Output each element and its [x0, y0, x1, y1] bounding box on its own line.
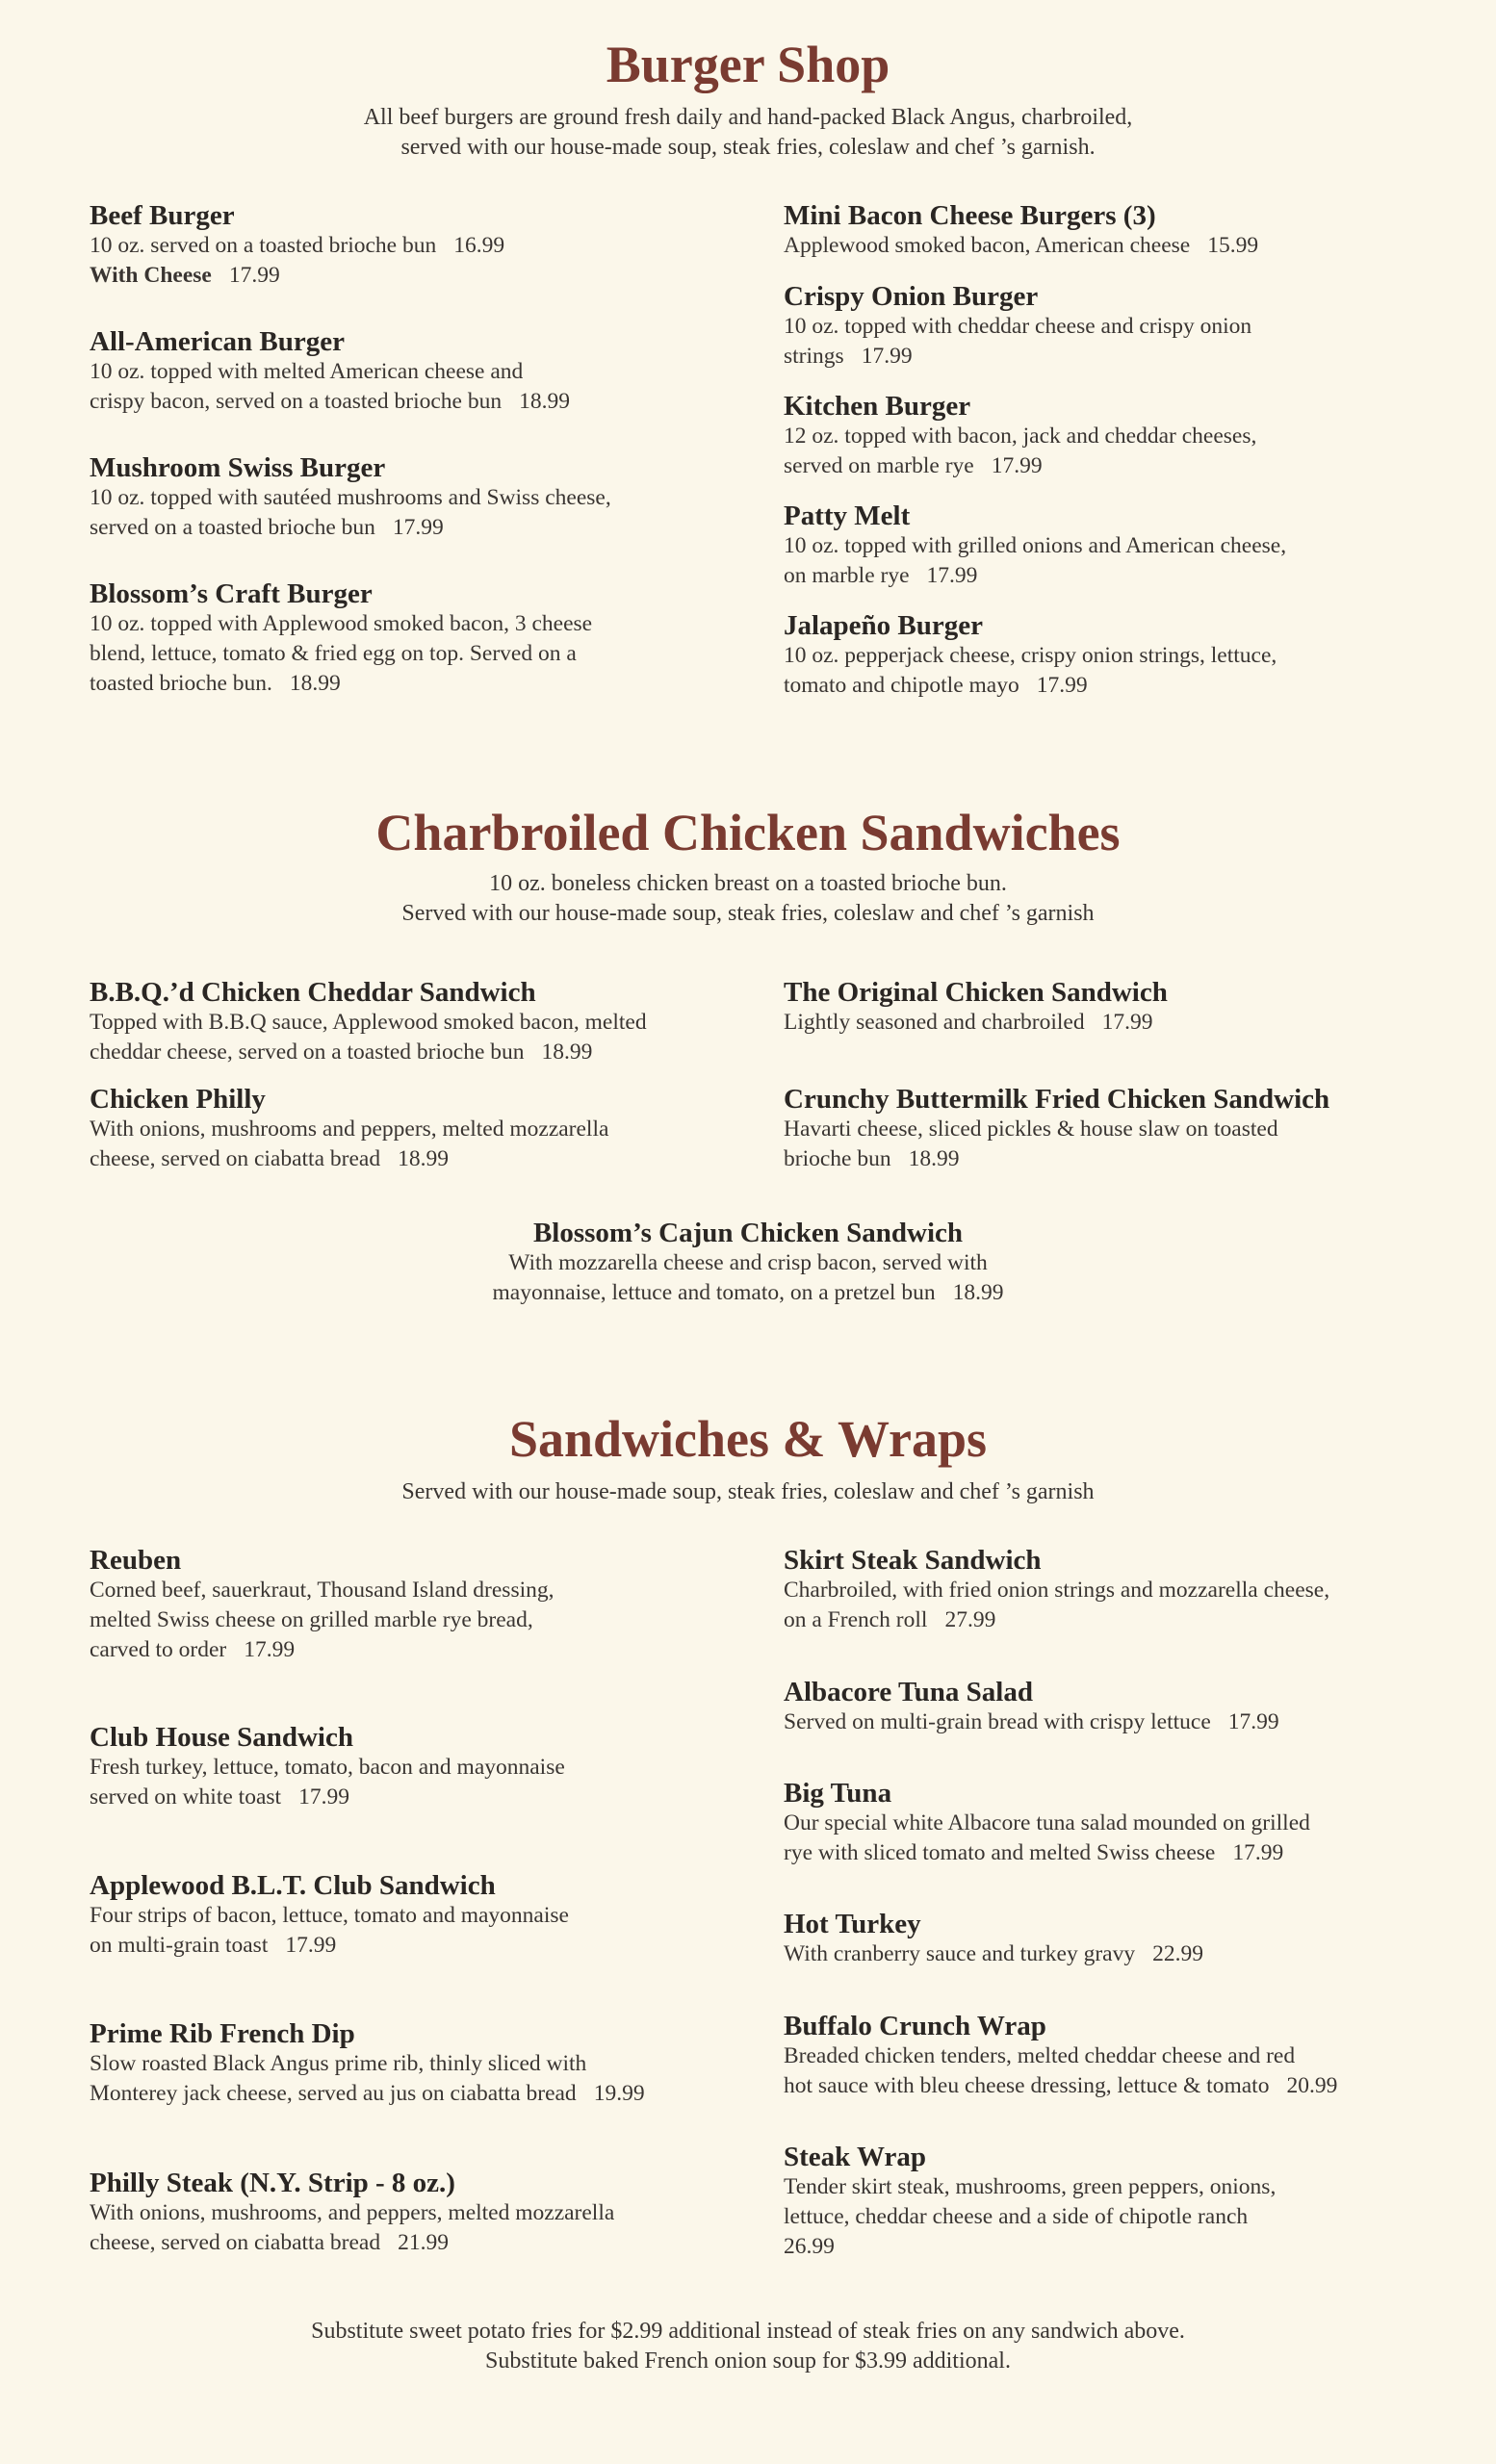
item-price: 17.99 [392, 515, 444, 540]
menu-item [784, 281, 1438, 372]
item-price: 17.99 [1101, 1010, 1153, 1035]
item-desc: Corned beef, sauerkraut, Thousand Island dressing, melted Swiss cheese on grilled marble rye bread, carved to order 17.99 [90, 1578, 555, 1662]
item-name: B.B.Q.’d Chicken Cheddar Sandwich [90, 977, 536, 1008]
chicken-section [0, 805, 1496, 929]
sandwiches-section-title: Sandwiches & Wraps [508, 1410, 988, 1468]
item-name: Prime Rib French Dip [90, 2018, 355, 2049]
item-name: Patty Melt [784, 500, 911, 531]
item-extra [90, 261, 744, 291]
menu-item [90, 977, 744, 1067]
item-desc: Our special white Albacore tuna salad mounded on grilled rye with sliced tomato and melted Swiss cheese 17.99 [784, 1810, 1310, 1865]
item-price: 17.99 [926, 563, 978, 588]
menu-item [784, 2011, 1467, 2101]
menu-item [90, 578, 744, 699]
item-name: Buffalo Crunch Wrap [784, 2011, 1046, 2041]
item-price: 17.99 [1232, 1840, 1284, 1865]
item-name: Jalapeño Burger [784, 610, 984, 641]
menu-item [784, 1778, 1467, 1868]
item-desc: 10 oz. topped with sautéed mushrooms and Swiss cheese, served on a toasted brioche bun 17.99 [90, 485, 611, 540]
sandwiches-section [0, 1411, 1496, 1507]
menu-item [90, 1545, 744, 1665]
menu-item-centered [0, 1218, 1496, 1308]
item-desc: Applewood smoked bacon, American cheese 15.99 [784, 233, 1259, 258]
item-desc: With cranberry sauce and turkey gravy 22.99 [784, 1941, 1203, 1966]
item-desc: With onions, mushrooms and peppers, melted mozzarella cheese, served on ciabatta bread 18.99 [90, 1116, 609, 1171]
item-desc: With mozzarella cheese and crisp bacon, served with mayonnaise, lettuce and tomato, on a pretzel bun 18.99 [492, 1250, 1004, 1305]
item-desc: Served on multi-grain bread with crispy lettuce 17.99 [784, 1709, 1279, 1734]
item-price: 16.99 [453, 233, 505, 258]
item-price: 18.99 [289, 671, 341, 696]
item-desc: With onions, mushrooms, and peppers, melted mozzarella cheese, served on ciabatta bread 21.99 [90, 2200, 615, 2255]
item-name: Big Tuna [784, 1778, 892, 1809]
item-name: Mushroom Swiss Burger [90, 452, 386, 483]
item-name: Blossom’s Cajun Chicken Sandwich [532, 1218, 964, 1248]
item-name: Kitchen Burger [784, 391, 971, 422]
menu-item [784, 1545, 1467, 1635]
menu-item [90, 326, 744, 417]
menu-item [90, 1084, 744, 1174]
item-name: Hot Turkey [784, 1909, 921, 1939]
menu-item [90, 1722, 744, 1812]
item-price: 27.99 [944, 1607, 996, 1632]
extra-label: With Cheese [90, 263, 212, 288]
menu-item [90, 1870, 744, 1961]
item-name: Skirt Steak Sandwich [784, 1545, 1042, 1576]
item-price: 18.99 [398, 1146, 449, 1171]
item-price: 17.99 [1227, 1709, 1279, 1734]
item-price: 17.99 [285, 1933, 337, 1958]
item-price: 18.99 [541, 1040, 593, 1065]
item-price: 22.99 [1152, 1941, 1203, 1966]
item-desc: Slow roasted Black Angus prime rib, thinly sliced with Monterey jack cheese, served au jus on ciabatta bread 19.99 [90, 2051, 645, 2106]
footer-line-1: Substitute sweet potato fries for $2.99 additional instead of steak fries on any sandwich above. [311, 2319, 1185, 2344]
item-price: 17.99 [861, 344, 913, 369]
item-price: 15.99 [1207, 233, 1259, 258]
item-desc: Topped with B.B.Q sauce, Applewood smoked bacon, melted cheddar cheese, served on a toasted brioche bun 18.99 [90, 1010, 647, 1065]
menu-item [784, 610, 1438, 701]
item-name: Reuben [90, 1545, 182, 1576]
item-name: Philly Steak (N.Y. Strip - 8 oz.) [90, 2168, 455, 2198]
item-price: 17.99 [1036, 673, 1088, 698]
chicken-section-subtitle: 10 oz. boneless chicken breast on a toasted brioche bun. Served with our house-made soup, steak fries, coleslaw and chef ’s garnish [401, 871, 1095, 927]
item-price: 19.99 [593, 2081, 645, 2106]
menu-item [784, 1084, 1457, 1174]
item-name: Crispy Onion Burger [784, 281, 1039, 312]
item-desc: 10 oz. topped with grilled onions and American cheese, on marble rye 17.99 [784, 533, 1287, 588]
item-name: Albacore Tuna Salad [784, 1677, 1033, 1707]
item-desc: Four strips of bacon, lettuce, tomato and mayonnaise on multi-grain toast 17.99 [90, 1903, 569, 1958]
menu-item [784, 1909, 1467, 1969]
item-name: Chicken Philly [90, 1084, 266, 1115]
sandwiches-section-subtitle: Served with our house-made soup, steak fries, coleslaw and chef ’s garnish [401, 1479, 1095, 1505]
item-desc: Havarti cheese, sliced pickles & house slaw on toasted brioche bun 18.99 [784, 1116, 1278, 1171]
item-price: 26.99 [784, 2234, 835, 2259]
menu-item [90, 2168, 744, 2258]
item-name: Applewood B.L.T. Club Sandwich [90, 1870, 496, 1901]
item-desc: 10 oz. served on a toasted brioche bun 16.99 [90, 233, 505, 258]
menu-item [784, 200, 1438, 261]
item-desc: 10 oz. topped with Applewood smoked bacon, 3 cheese blend, lettuce, tomato & fried egg on top. Served on a toasted brioche bun. 18.99 [90, 611, 593, 696]
menu-item [90, 2018, 783, 2109]
footer-line-2: Substitute baked French onion soup for $3.99 additional. [485, 2348, 1011, 2374]
burger-section-title: Burger Shop [606, 36, 890, 93]
item-name: Club House Sandwich [90, 1722, 353, 1753]
item-desc: Lightly seasoned and charbroiled 17.99 [784, 1010, 1153, 1035]
item-desc: 10 oz. topped with cheddar cheese and crispy onion strings 17.99 [784, 314, 1252, 369]
item-price: 20.99 [1286, 2073, 1338, 2098]
item-desc: 10 oz. pepperjack cheese, crispy onion strings, lettuce, tomato and chipotle mayo 17.99 [784, 643, 1277, 698]
item-price: 17.99 [244, 1637, 296, 1662]
item-desc: 12 oz. topped with bacon, jack and cheddar cheeses, served on marble rye 17.99 [784, 424, 1257, 478]
item-name: Blossom’s Craft Burger [90, 578, 373, 609]
item-price: 18.99 [952, 1280, 1004, 1305]
item-name: Beef Burger [90, 200, 235, 231]
item-desc: Tender skirt steak, mushrooms, green peppers, onions, lettuce, cheddar cheese and a side of chipotle ranch 26.99 [784, 2174, 1277, 2259]
menu-item [90, 200, 744, 291]
item-desc: Breaded chicken tenders, melted cheddar cheese and red hot sauce with bleu cheese dressing, lettuce & tomato 20.99 [784, 2043, 1338, 2098]
menu-item [90, 452, 744, 543]
burger-section [0, 37, 1496, 163]
menu-item [784, 1677, 1467, 1737]
item-name: All-American Burger [90, 326, 345, 357]
burger-section-subtitle: All beef burgers are ground fresh daily and hand-packed Black Angus, charbroiled, served with our house-made soup, steak fries, coleslaw and chef ’s garnish. [363, 105, 1133, 161]
item-name: Crunchy Buttermilk Fried Chicken Sandwich [784, 1084, 1330, 1115]
item-desc: Fresh turkey, lettuce, tomato, bacon and mayonnaise served on white toast 17.99 [90, 1755, 565, 1810]
item-desc: Charbroiled, with fried onion strings and mozzarella cheese, on a French roll 27.99 [784, 1578, 1330, 1632]
chicken-section-title: Charbroiled Chicken Sandwiches [375, 804, 1121, 861]
item-price: 18.99 [519, 389, 570, 414]
menu-item [784, 977, 1457, 1038]
item-desc: 10 oz. topped with melted American cheese and crispy bacon, served on a toasted brioche bun 18.99 [90, 359, 570, 414]
item-price: 18.99 [908, 1146, 960, 1171]
item-name: Mini Bacon Cheese Burgers (3) [784, 200, 1156, 231]
footer-notes [0, 2317, 1496, 2376]
item-name: The Original Chicken Sandwich [784, 977, 1168, 1008]
menu-item [784, 2142, 1467, 2262]
menu-item [784, 391, 1438, 481]
item-name: Steak Wrap [784, 2142, 926, 2172]
extra-price: 17.99 [228, 263, 280, 288]
item-price: 17.99 [991, 453, 1043, 478]
menu-item [784, 500, 1438, 591]
item-price: 21.99 [398, 2230, 449, 2255]
item-price: 17.99 [298, 1784, 349, 1810]
